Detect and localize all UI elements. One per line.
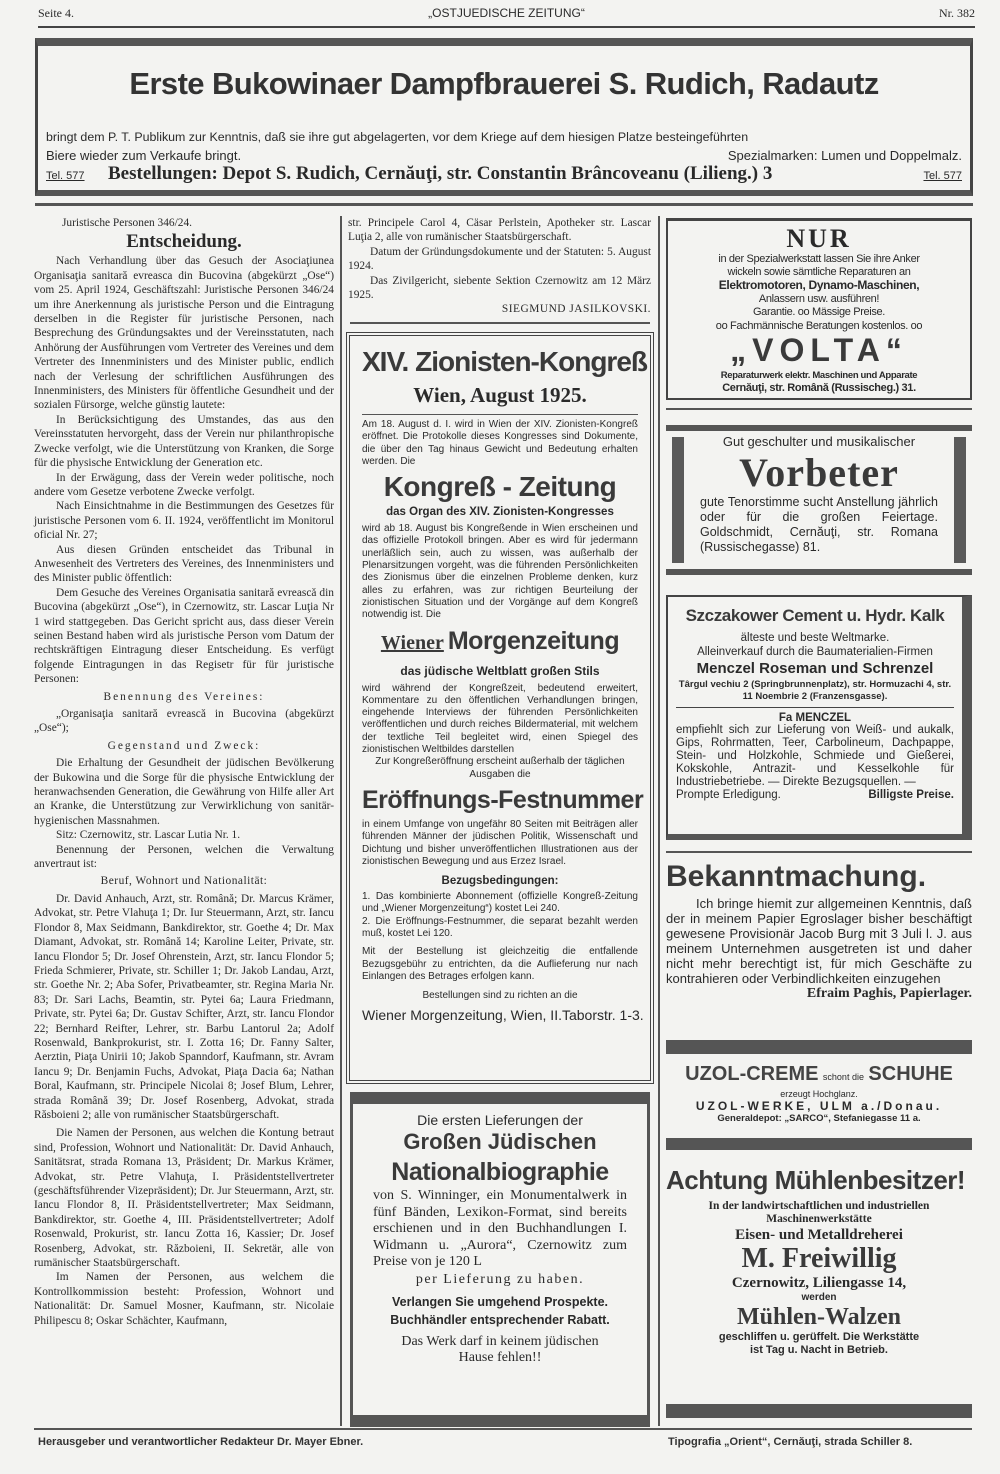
cement-line: älteste und beste Weltmarke. <box>740 632 890 644</box>
vorbeter-ad <box>666 425 972 575</box>
volta-line: Anlassern usw. ausführen! <box>758 292 880 305</box>
kongress-zeitung-text: wird ab 18. August bis Kongreßende in Wien erscheinen und das offizielle Protokoll bringen. Aber es wird für jedermann unerläßlich sein, auch zu wissen, was außerhalb der Plenarsitzungen vorgeht, was die führenden Persönlichkeiten des Zionismus über die einzelnen Probleme denken, kurz alles zu erfahren, was zur richtigen Beurteilung der zionistischen Situation und der Vorgänge auf dem Kongreß notwendig ist. Die <box>362 523 638 621</box>
morgenzeitung-text2: Zur Kongreßeröffnung erscheint außerhalb der täglichen Ausgaben die <box>375 756 625 780</box>
divider <box>350 322 650 324</box>
publisher-note: Herausgeber und verantwortlicher Redakteur Dr. Mayer Ebner. <box>38 1436 364 1448</box>
volta-line: oo Fachmännische Beratungen kostenlos. oo <box>715 319 923 332</box>
notice-text: Ich bringe hiemit zur allgemeinen Kenntnis, daß der in meinem Papier Egroslager bisher beschäftigt gewesene Provisionär Jacob Burg mit 3 Juli l. J. aus meinem Unternehmen ausgetreten ist und daher nicht mehr berechtigt ist, für mich Geschäfte zu kontrahieren oder Verbindlichkeiten einzugehen <box>666 896 972 986</box>
congress-subtitle: Wien, August 1925. <box>413 383 587 407</box>
mill-ad <box>666 1160 972 1357</box>
vorbeter-title: Vorbeter <box>739 450 899 495</box>
payment-note: Mit der Bestellung ist gleichzeitig die entfallende Bezugsgebühr zu entrichten, da die Auflieferung nur nach Einlangen des Betrages erfolgen kann. <box>362 946 638 982</box>
bio-prospects: Verlangen Sie umgehend Prospekte. <box>391 1294 609 1309</box>
vorbeter-content <box>700 433 938 555</box>
morgenzeitung-label: Morgenzeitung <box>447 626 620 655</box>
notice-title: Bekanntmachung. <box>666 860 927 893</box>
decorative-bar <box>672 437 684 563</box>
cement-title: Szczakower Cement u. Hydr. Kalk <box>685 606 945 625</box>
decorative-bar <box>954 437 966 563</box>
bio-text2: per Lieferung zu haben. <box>415 1271 585 1287</box>
uzol-depot: Generaldepot: „SARCO“, Stefaniegasse 11 a. <box>717 1113 921 1124</box>
decision-article <box>34 216 334 1328</box>
wiener-label: Wiener <box>380 631 444 654</box>
paragraph: „Organisaţia sanitară evreascǎ in Bucovina (abgekürzt „Ose“); <box>34 708 334 735</box>
brewery-brands: Spezialmarken: Lumen und Doppelmalz. <box>727 148 962 163</box>
brewery-orders: Bestellungen: Depot S. Rudich, Cernăuţi, str. Constantin Brâncoveanu (Lilieng.) 3 <box>108 163 773 184</box>
volta-ad <box>666 218 972 400</box>
volta-line: in der Spezialwerkstatt lassen Sie ihre Anker <box>718 252 920 265</box>
orders-note: Bestellungen sind zu richten an die <box>422 990 578 1002</box>
congress-headline: XIV. Zionisten-Kongreß <box>362 346 647 377</box>
paragraph: Im Namen der Personen, aus welchem die Kontrollkommission besteht: Profession, Wohnort und Nationalität: Dr. Samuel Mosner, Kaufmann, str. Nicolaie Philipescu 8; Oskar Schächter, Kaufmann, <box>34 1271 334 1327</box>
brewery-line2: Biere wieder zum Verkaufe bringt. <box>46 148 242 163</box>
cement-firm: Menczel Roseman und Schrenzel <box>696 660 934 677</box>
bio-line1: Die ersten Lieferungen der <box>417 1112 583 1128</box>
volta-name: „VOLTA“ <box>730 331 908 368</box>
paragraph: Benennung der Personen, welchen die Verwaltung anvertraut ist: <box>34 843 334 871</box>
menczel-text: empfiehlt sich zur Lieferung von Weiß- und aukalk, Gips, Rohrmatten, Teer, Carbolineum, Dachpappe, Stein- und Holzkohle, Schmiede und Gießerei, Kokskohle, Antrazit- und Kesselkohle für Industriebetriebe. — Direkte Bezugsquellen. — <box>676 724 954 788</box>
divider <box>666 851 972 853</box>
terms-title: Bezugsbedingungen: <box>441 875 559 888</box>
menczel-footer <box>676 789 954 802</box>
brewery-headline: Erste Bukowinaer Dampfbrauerei S. Rudich, Radautz <box>129 66 879 101</box>
page-header <box>38 6 975 28</box>
uzol-ad <box>666 1062 972 1124</box>
menczel-prices: Billigste Preise. <box>868 789 954 801</box>
column-divider <box>340 216 342 1426</box>
congress-intro: Am 18. August d. I. wird in Wien der XIV. Zionisten-Kongreß eröffnet. Die Protokolle dieses Kongresses sind Dokumente, die über den Tag hinaus Gewicht und Bedeutung erhalten werden. Die <box>362 414 638 468</box>
paragraph: Nach Einsichtnahme in die Bestimmungen des Gesetzes für juristische Personen vom 6. II. 1924, veröffentlicht im Monitorul oficial Nr. 27; <box>34 500 334 542</box>
cement-line: Alleinverkauf durch die Baumaterialien-Firmen <box>697 646 933 658</box>
menczel-name: Fa MENCZEL <box>778 712 852 724</box>
mill-title: Achtung Mühlenbesitzer! <box>666 1165 966 1195</box>
zionist-congress-ad <box>346 332 654 1084</box>
mill-werden: werden <box>801 1292 837 1303</box>
congress-content <box>362 342 647 1023</box>
decision-continuation <box>348 216 651 317</box>
paragraph: Dr. David Anhauch, Arzt, str. Română; Dr. Marcus Krämer, Advokat, str. Petre Vlahuţa 1; Dr. Iur Steuermann, Arzt, str. Iancu Flondor 8, Max Seidmann, Bankdirektor, str. Goethe 4; Dr. Max Diamant, Advokat, str. Română 14; Karoline Leiter, Private, str. Iancu Flondor 5; Dr. Josef Ohrenstein, Arzt, str. Iancu Flondor 5; Frieda Schmierer, Private, str. Schiller 1; Dr. Jakob Landau, Arzt, str. Goethe Nr. 2; Aba Sofer, Privatbeamter, str. Regina Maria Nr. 83; Dr. Sari Lachs, Beamtin, str. Pytei 6a; Laura Friedmann, Private, str. Pytei 6a; Dr. Gustav Schifter, Arzt, str. Iancu Flondor 22; Bernhard Reifter, Lehrer, str. Barbu Lantorul 2a; Adolf Rosenwald, Bankprokurist, str. I. Zotta 16; Dr. Fanny Salter, Aerztin, Piaţa Unirii 10; Jakob Spanndorf, Kaufmann, str. Avram Iancu 9; Dr. Benjamin Fuchs, Advokat, Piaţa Dacia 6a; Nathan Boral, Kaufmann, str. Principele Nicolai 8; Josef Blum, Lehrer, strada Română 39; Dr. Josef Rosenberg, Advokat, strada Răsboieni 2; alle von rumänischer Staatsbürgerschaft. <box>34 892 334 1121</box>
volta-content <box>674 225 964 395</box>
mill-end: geschliffen u. gerüffelt. Die Werkstätte ist Tag u. Nacht in Betrieb. <box>718 1331 920 1356</box>
uzol-text: schont die <box>822 1072 864 1082</box>
mill-address: Czernowitz, Liliengasse 14, <box>731 1275 907 1291</box>
issue-number: Nr. 382 <box>938 6 975 20</box>
uzol-headline <box>666 1062 972 1089</box>
bio-discount: Buchhändler entsprechender Rabatt. <box>390 1312 610 1327</box>
brewery-tel-right: Tel. 577 <box>923 170 962 182</box>
paragraph: str. Principele Carol 4, Cäsar Perlstein, Apotheker str. Lascar Luţia 2, alle von rumänischer Staatsbürgerschaft. <box>348 217 651 244</box>
paragraph: Die Namen der Personen, aus welchen die Kontung betraut sind, Profession, Wohnort und Nationalität: Dr. David Anhauch, Sanitätsrat, strada Romana 13, Präsident; Dr. Markus Krämer, Advokat, str. Petre Vlahuţa, I. Präsidentstellvertreter (geschäftsführender Vizepräsident); Dr. Jur Steuermann, Arzt, str. Iancu Flondor 8, II. Präsidentstellvertreter; Max Seidmann, Bankdirektor, str. Goethe 4, III. Präsidentstellvertreter; Adolf Rosenwald, Prokurist, str. Iancu Zotta 16, Kassier; Dr. Josef Rosenberg, Advokat, str. Războieni, II. Sekretär, alle von rumänischer Staatsbürgerschaft. <box>34 1127 334 1270</box>
mill-name: M. Freiwillig <box>741 1243 897 1274</box>
mill-line2: Eisen- und Metalldreherei <box>735 1227 903 1243</box>
page-number: Seite 4. <box>38 6 74 20</box>
article-title: Entscheidung. <box>126 231 242 253</box>
bio-text: von S. Winninger, ein Monumentalwerk in fünf Bänden, Lexikon-Format, sind bereits erschienen und in den Buchhandlungen I. Widmann u. „Aurora“, Czernowitz zum Preise von je 120 L <box>373 1188 627 1269</box>
brewery-ad <box>35 38 973 196</box>
paragraph: Das Zivilgericht, siebente Sektion Czernowitz am 12 März 1925. <box>348 274 651 302</box>
bio-end: Das Werk darf in keinem jüdischen Hause fehlen!! <box>401 1333 599 1365</box>
morgenzeitung-text: wird während der Kongreßzeit, bedeutend erweitert, Kommentare zu den öffentlichen Verhandlungen bringen, eingehende Interviews der führenden Persönlichkeiten veröffentlichen und durch reiches Bildermaterial, mit welchem der textliche Teil begleitet wird, einen Spiegel des zionistischen Weltbildes darstellen <box>362 682 638 756</box>
volta-nur: NUR <box>786 224 852 253</box>
cement-content <box>676 601 954 802</box>
paragraph: Die Erhaltung der Gesundheit der jüdischen Bevölkerung der Bukowina und die Sorge für die physische Entwicklung der heranwachsenden Generation, die Gewährung von Hilfe aller Art an Kranke, die Unterstützung zur Verwirklichung von sanitär-hygienischen Massnahmen. <box>34 757 334 827</box>
mill-line1: In der landwirtschaftlichen und industriellen Maschinenwerkstätte <box>708 1200 930 1225</box>
paragraph: In der Erwägung, dass der Verein weder politische, noch andere vom Gesetze verbotene Zwecke verfolgt. <box>34 471 334 498</box>
paragraph: Nach Verhandlung über das Gesuch der Asociaţiunea Organisaţia sanitară evreasca din Bucovina (abgekürzt „Ose“) vom 25. April 1924, Geschäftszahl: Juristische Personen 346/24 um ihre Anerkennung als juristische Person und die Eintragung derselben in die Register für juristische Personen, nach Besprechung des Gründungsaktes und der Vereinsstatuten, nach Anhörung der Ausführungen vom Vertreter des Vereines und dem Vertreter des Innenministers und des Minister public, endlich nach der Verlesung der schriftlichen Ausführungen des Innenministers, des Ministers für öffentliche Gesundheit und der sozialen Fürsorge, welche günstig lautete: <box>34 255 334 412</box>
divider-bar <box>666 1138 972 1150</box>
subheading: Benennung des Vereines: <box>103 690 265 703</box>
divider-bar <box>666 1040 972 1054</box>
menczel-prompt: Prompte Erledigung. <box>676 789 781 801</box>
kongress-zeitung-title: Kongreß - Zeitung <box>383 471 617 503</box>
mill-product: Mühlen-Walzen <box>736 1304 901 1330</box>
notice-ad <box>666 858 972 1002</box>
cement-ad <box>666 595 972 840</box>
column-divider <box>658 216 660 1426</box>
vorbeter-line1: Gut geschulter und musikalischer <box>722 434 916 449</box>
bio-title: Nationalbiographie <box>391 1158 609 1186</box>
paragraph: Dem Gesuche des Vereines Organisatia sanitară evreascǎ din Bucovina (abgekürzt „Ose“), in Czernowitz, str. Lascar Luţia Nr 1 wird stattgegeben. Das Gericht spricht aus, dass dieser Verein seinen Bestand haben wird als juristische Person vom Datum der rechtskräftigen Eintragung dieser Entscheidung. Es verfügt folgende Eintragungen in das Regisetr für für juristische Personen: <box>34 586 334 686</box>
morgenzeitung-subtitle: das jüdische Weltblatt großen Stils <box>400 663 600 678</box>
terms-item: 1. Das kombinierte Abonnement (offizielle Kongreß-Zeitung und „Wiener Morgenzeitung“) kostet Lei 240. <box>362 891 638 915</box>
uzol-gloss: erzeugt Hochglanz. <box>780 1089 858 1099</box>
newspaper-title: „OSTJUEDISCHE ZEITUNG“ <box>428 6 585 20</box>
uzol-brand: UZOL-CREME <box>685 1063 819 1085</box>
vorbeter-text: gute Tenorstimme sucht Anstellung jährlich oder für die großen Feiertage. Goldschmidt, Cernăuţi, str. Romana (Russischegasse) 81. <box>700 495 938 554</box>
kongress-zeitung-subtitle: das Organ des XIV. Zionisten-Kongresses <box>386 506 614 519</box>
volta-line: wickeln sowie sämtliche Reparaturen an <box>727 266 911 279</box>
bio-content <box>373 1112 627 1366</box>
festnummer-title: Eröffnungs-Festnummer <box>362 785 644 814</box>
footer-rule <box>34 1428 972 1430</box>
paragraph: Sitz: Czernowitz, str. Lascar Lutia Nr. 1. <box>56 829 241 842</box>
bio-line2: Großen Jüdischen <box>403 1129 597 1154</box>
brewery-tel-left: Tel. 577 <box>46 170 85 182</box>
volta-line: Reparaturwerk elektr. Maschinen und Apparate <box>720 369 918 381</box>
article-ref: Juristische Personen 346/24. <box>62 217 193 229</box>
terms-item: 2. Die Eröffnungs-Festnummer, die separat bezahlt werden muß, kostet Lei 120. <box>362 915 638 940</box>
orders-address: Wiener Morgenzeitung, Wien, II.Taborstr. 1-3. <box>362 1006 644 1023</box>
nationalbiographie-ad <box>350 1092 650 1427</box>
paragraph: In Berücksichtigung des Umstandes, das aus den Vereinsstatuten hervorgeht, dass der Verein nur philanthropische Zwecke verfolgt, wie die Unterstützung von Kranken, die Sorge für die physische Entwicklung der Generation etc. <box>34 413 334 470</box>
paragraph: Datum der Gründungsdokumente und der Statuten: 5. August 1924. <box>348 245 651 273</box>
divider <box>666 408 972 410</box>
wiener-morgenzeitung-title <box>362 622 638 664</box>
volta-line: Garantie. oo Mässige Preise. <box>752 306 886 319</box>
cement-address: Târgul vechiu 2 (Springbrunnenplatz), str. Hormuzachi 4, str. 11 Noembrie 2 (Franzensgasse). <box>676 679 954 708</box>
festnummer-text: in einem Umfange von ungefähr 80 Seiten mit Beiträgen aller führenden Männer der jüdischen Politik, Wissenschaft und Dichtung und bisher unveröffentlichen Illustrationen aus der zionistischen Bewegung und aus Erzez Israel. <box>362 818 638 867</box>
subheading: Gegenstand und Zweck: <box>107 739 261 752</box>
uzol-works: UZOL-WERKE, ULM a./Donau. <box>695 1099 943 1113</box>
brewery-line1: bringt dem P. T. Publikum zur Kenntnis, daß sie ihre gut abgelagerten, vor dem Kriege auf dem hiesigen Platze besteingeführten <box>46 130 749 144</box>
uzol-schuhe: SCHUHE <box>868 1063 953 1085</box>
notice-signature: Efraim Paghis, Papierlager. <box>806 986 972 1001</box>
signature: SIEGMUND JASILKOVSKI. <box>501 303 651 316</box>
paragraph: Aus diesen Gründen entscheidet das Tribunal in Anwesenheit des Vertreters des Vereines, des Innenministers und des Minister public öffentlich: <box>34 543 334 585</box>
subheading: Beruf, Wohnort und Nationalität: <box>100 875 268 888</box>
divider-bar <box>666 1404 972 1418</box>
divider <box>35 203 973 206</box>
volta-address: Cernăuţi, str. Română (Russischeg.) 31. <box>722 381 916 394</box>
volta-line: Elektromotoren, Dynamo-Maschinen, <box>718 278 920 293</box>
printer-note: Tipografia „Orient“, Cernăuţi, strada Schiller 8. <box>668 1436 913 1448</box>
